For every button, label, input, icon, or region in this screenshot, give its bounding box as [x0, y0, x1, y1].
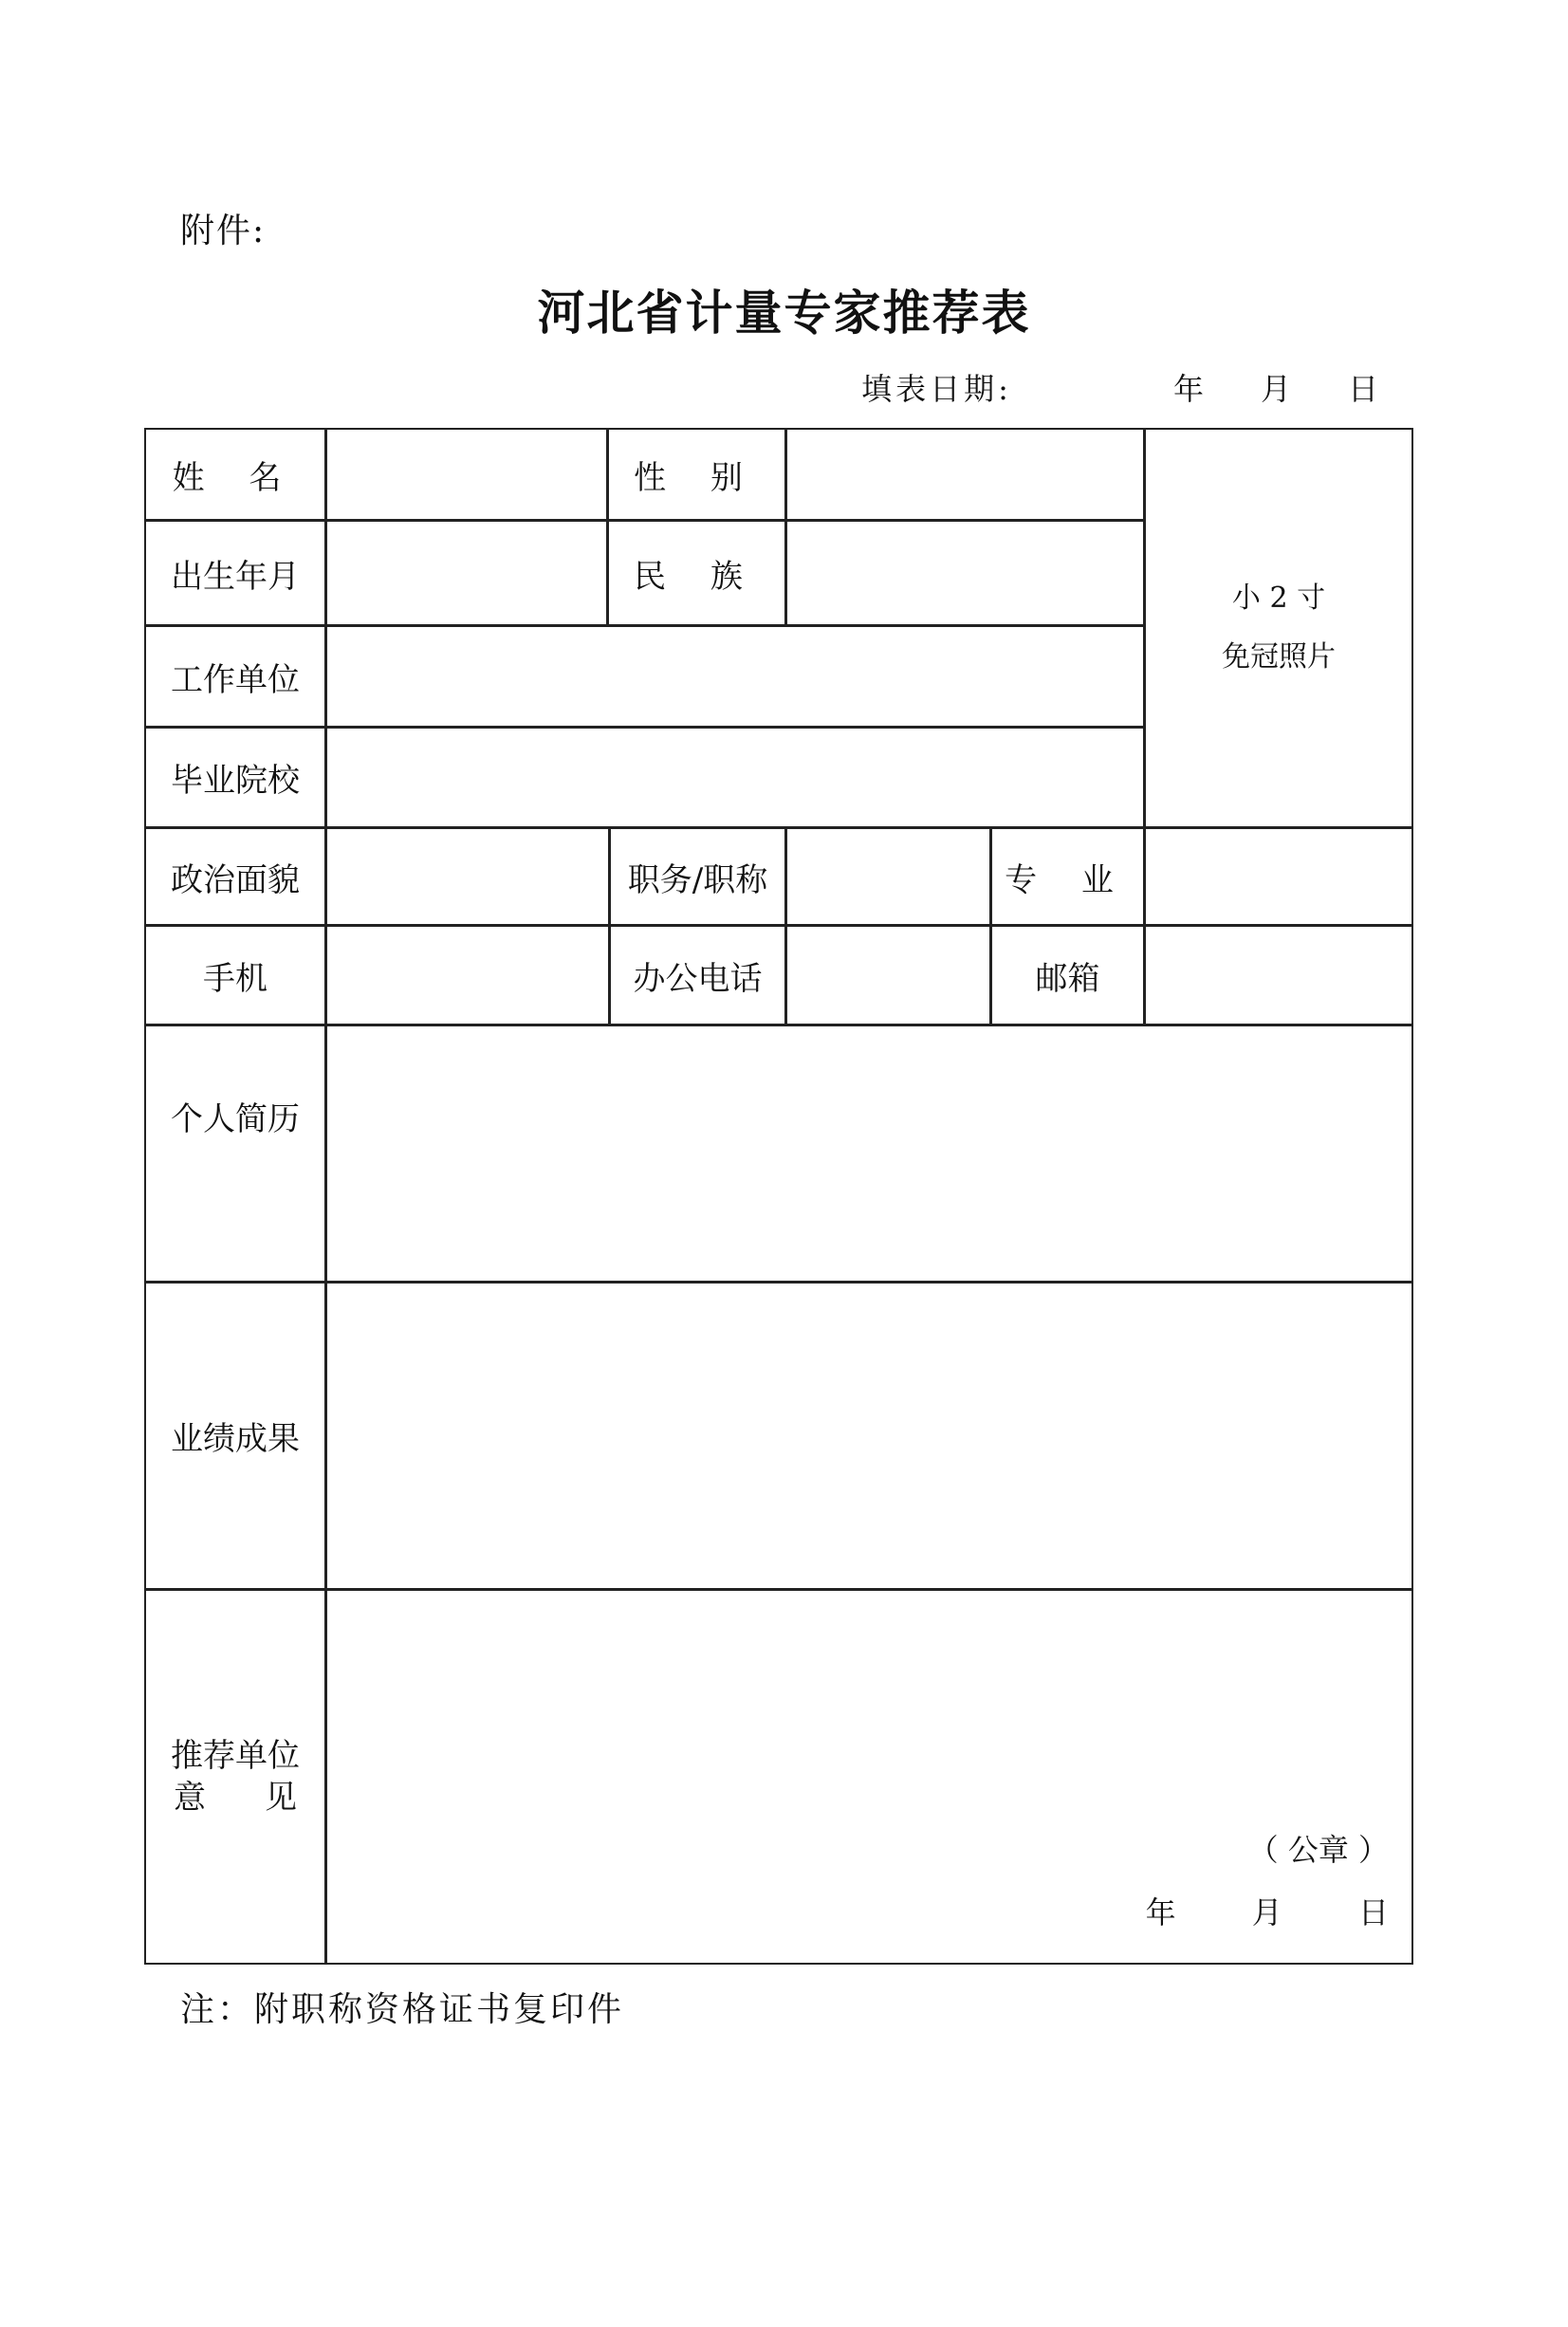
gender-label: 性 别 [607, 428, 786, 521]
footnote: 注：附职称资格证书复印件 [180, 1990, 625, 2029]
achievements-field[interactable] [325, 1282, 1413, 1590]
recommend-opinion-field[interactable] [325, 1589, 1413, 1965]
fill-date-label: 填表日期: [861, 371, 1012, 407]
school-field[interactable] [325, 727, 1145, 828]
position-title-label: 职务/职称 [609, 827, 786, 926]
ethnicity-label: 民 族 [607, 520, 786, 626]
recommendation-form [145, 429, 1414, 1966]
fill-date-year: 年 [1172, 371, 1204, 407]
recommend-label-char2: 见 [265, 1779, 297, 1817]
official-seal-text: （ 公章 ） [1247, 1832, 1389, 1868]
photo-box[interactable] [1144, 428, 1413, 828]
office-phone-label: 办公电话 [609, 925, 786, 1025]
office-phone-field[interactable] [785, 925, 991, 1025]
photo-type-text: 免冠照片 [1222, 640, 1336, 674]
school-label: 毕业院校 [144, 727, 326, 828]
seal-day: 日 [1357, 1894, 1389, 1930]
photo-size-text: 小 2 寸 [1231, 582, 1326, 615]
fill-date-line [861, 365, 1378, 409]
mobile-field[interactable] [325, 925, 610, 1025]
fill-date-month: 月 [1260, 371, 1291, 407]
name-field[interactable] [325, 428, 608, 521]
seal-month: 月 [1251, 1894, 1282, 1930]
page-title: 河北省计量专家推荐表 [537, 286, 1031, 341]
email-label: 邮箱 [990, 925, 1145, 1025]
seal-year: 年 [1145, 1894, 1176, 1930]
seal-block [1079, 1819, 1389, 1944]
achievements-label: 业绩成果 [144, 1282, 326, 1590]
workplace-field[interactable] [325, 625, 1145, 728]
major-field[interactable] [1144, 827, 1413, 926]
name-label: 姓 名 [144, 428, 326, 521]
fill-date-day: 日 [1347, 371, 1378, 407]
seal-date-line [1079, 1881, 1389, 1944]
recommend-label-line1: 推荐单位 [171, 1737, 300, 1775]
ethnicity-field[interactable] [785, 520, 1145, 626]
email-field[interactable] [1144, 925, 1413, 1025]
attachment-label: 附件: [180, 212, 267, 250]
birth-label: 出生年月 [144, 520, 326, 626]
position-title-field[interactable] [785, 827, 991, 926]
major-label: 专 业 [990, 827, 1145, 926]
resume-field[interactable] [325, 1025, 1413, 1283]
resume-label [144, 1025, 326, 1283]
gender-field[interactable] [785, 428, 1145, 521]
resume-label-text: 个人简历 [171, 1099, 300, 1138]
recommend-label-line2 [174, 1777, 297, 1819]
political-status-label: 政治面貌 [144, 827, 326, 926]
political-status-field[interactable] [325, 827, 610, 926]
birth-field[interactable] [325, 520, 608, 626]
recommend-label-char1: 意 [174, 1779, 206, 1817]
workplace-label: 工作单位 [144, 625, 326, 728]
recommend-opinion-label [144, 1589, 326, 1965]
mobile-label: 手机 [144, 925, 326, 1025]
